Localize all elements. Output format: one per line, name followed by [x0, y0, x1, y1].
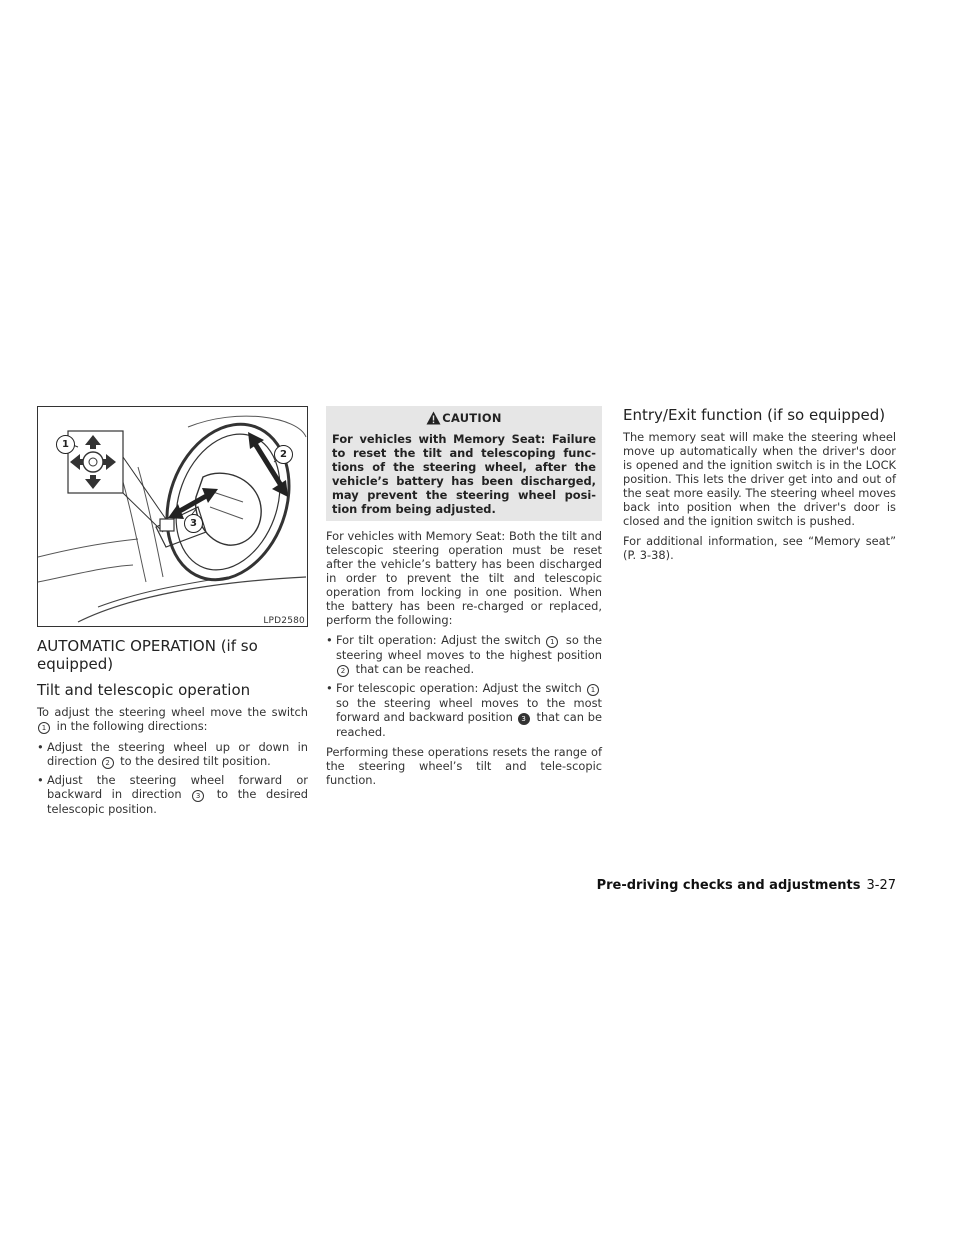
callout-3: 3 [184, 514, 203, 533]
bullet-text-end: to the desired tilt position. [120, 754, 271, 768]
direction-list [37, 740, 308, 816]
callout-2: 2 [274, 445, 293, 464]
section-heading: AUTOMATIC OPERATION (if so equipped) [37, 637, 258, 673]
steering-wheel-illustration [37, 406, 308, 627]
marker-2: 2 [337, 665, 349, 677]
caution-title: CAUTION [442, 411, 502, 425]
list-item [37, 740, 308, 769]
steering-wheel-drawing [38, 407, 307, 626]
figure-code: LPD2580 [263, 616, 305, 626]
callout-1: 1 [56, 435, 75, 454]
marker-1: 1 [38, 722, 50, 734]
bullet-text-end: that can be reached. [355, 662, 475, 676]
intro-text-end: in the following directions: [56, 719, 208, 733]
marker-1: 1 [587, 684, 599, 696]
intro-paragraph [37, 705, 308, 734]
bullet-text-end: to the desired telescopic position. [47, 787, 308, 816]
marker-3: 3 [192, 790, 204, 802]
caution-header [332, 406, 596, 430]
intro-text: To adjust the steering wheel move the switch [37, 705, 308, 719]
bullet-text: Adjust the steering wheel up or down in direction [47, 740, 308, 768]
reset-paragraph: For vehicles with Memory Seat: Both the tilt and telescopic steering operation must be reset after the vehicle’s battery has been discharged in order to prevent the tilt and telescopic operation from locking in one position. When the battery has been re-charged or replaced, perform the following: [326, 529, 602, 627]
bullet-text: For telescopic operation: Adjust the switch [336, 681, 582, 695]
left-column [37, 406, 308, 822]
reset-list [326, 633, 602, 739]
warning-icon [426, 411, 441, 425]
bullet-text-mid: so the steering wheel moves to the highest position [336, 633, 603, 662]
list-item [326, 633, 602, 677]
marker-3: 3 [518, 713, 530, 725]
list-item [37, 773, 308, 816]
caution-text: For vehicles with Memory Seat: Failure to reset the tilt and telescoping func-tions of the steering wheel, after the vehicle’s battery has been discharged, may prevent the steering wheel posi-tion from being adjusted. [332, 432, 596, 516]
list-item [326, 681, 602, 739]
footer-section-title: Pre-driving checks and adjustments [596, 878, 861, 893]
caution-box [326, 406, 602, 521]
entry-exit-paragraph: The memory seat will make the steering wheel move up automatically when the driver's door is opened and the ignition switch is in the LOCK position. This lets the driver get into and out of the seat more easily. The steering wheel moves back into position when the driver's door is closed and the ignition switch is pushed. [623, 430, 896, 528]
page-footer [597, 878, 896, 893]
middle-column [326, 406, 602, 793]
marker-1: 1 [546, 636, 558, 648]
right-column [623, 406, 896, 568]
summary-paragraph: Performing these operations resets the range of the steering wheel’s tilt and tele-scopic function. [326, 745, 602, 787]
subsection-heading: Tilt and telescopic operation [37, 681, 251, 699]
bullet-text-end: that can be reached. [336, 710, 603, 739]
marker-2: 2 [102, 757, 114, 769]
reference-paragraph: For additional information, see “Memory seat” (P. 3-38). [623, 534, 896, 562]
entry-exit-heading: Entry/Exit function (if so equipped) [623, 406, 886, 424]
bullet-text: For tilt operation: Adjust the switch [336, 633, 541, 647]
bullet-text-mid: so the steering wheel moves to the most forward and backward position [336, 696, 602, 724]
bullet-text: Adjust the steering wheel forward or backward in direction [47, 773, 308, 801]
page-number: 3-27 [866, 878, 896, 893]
